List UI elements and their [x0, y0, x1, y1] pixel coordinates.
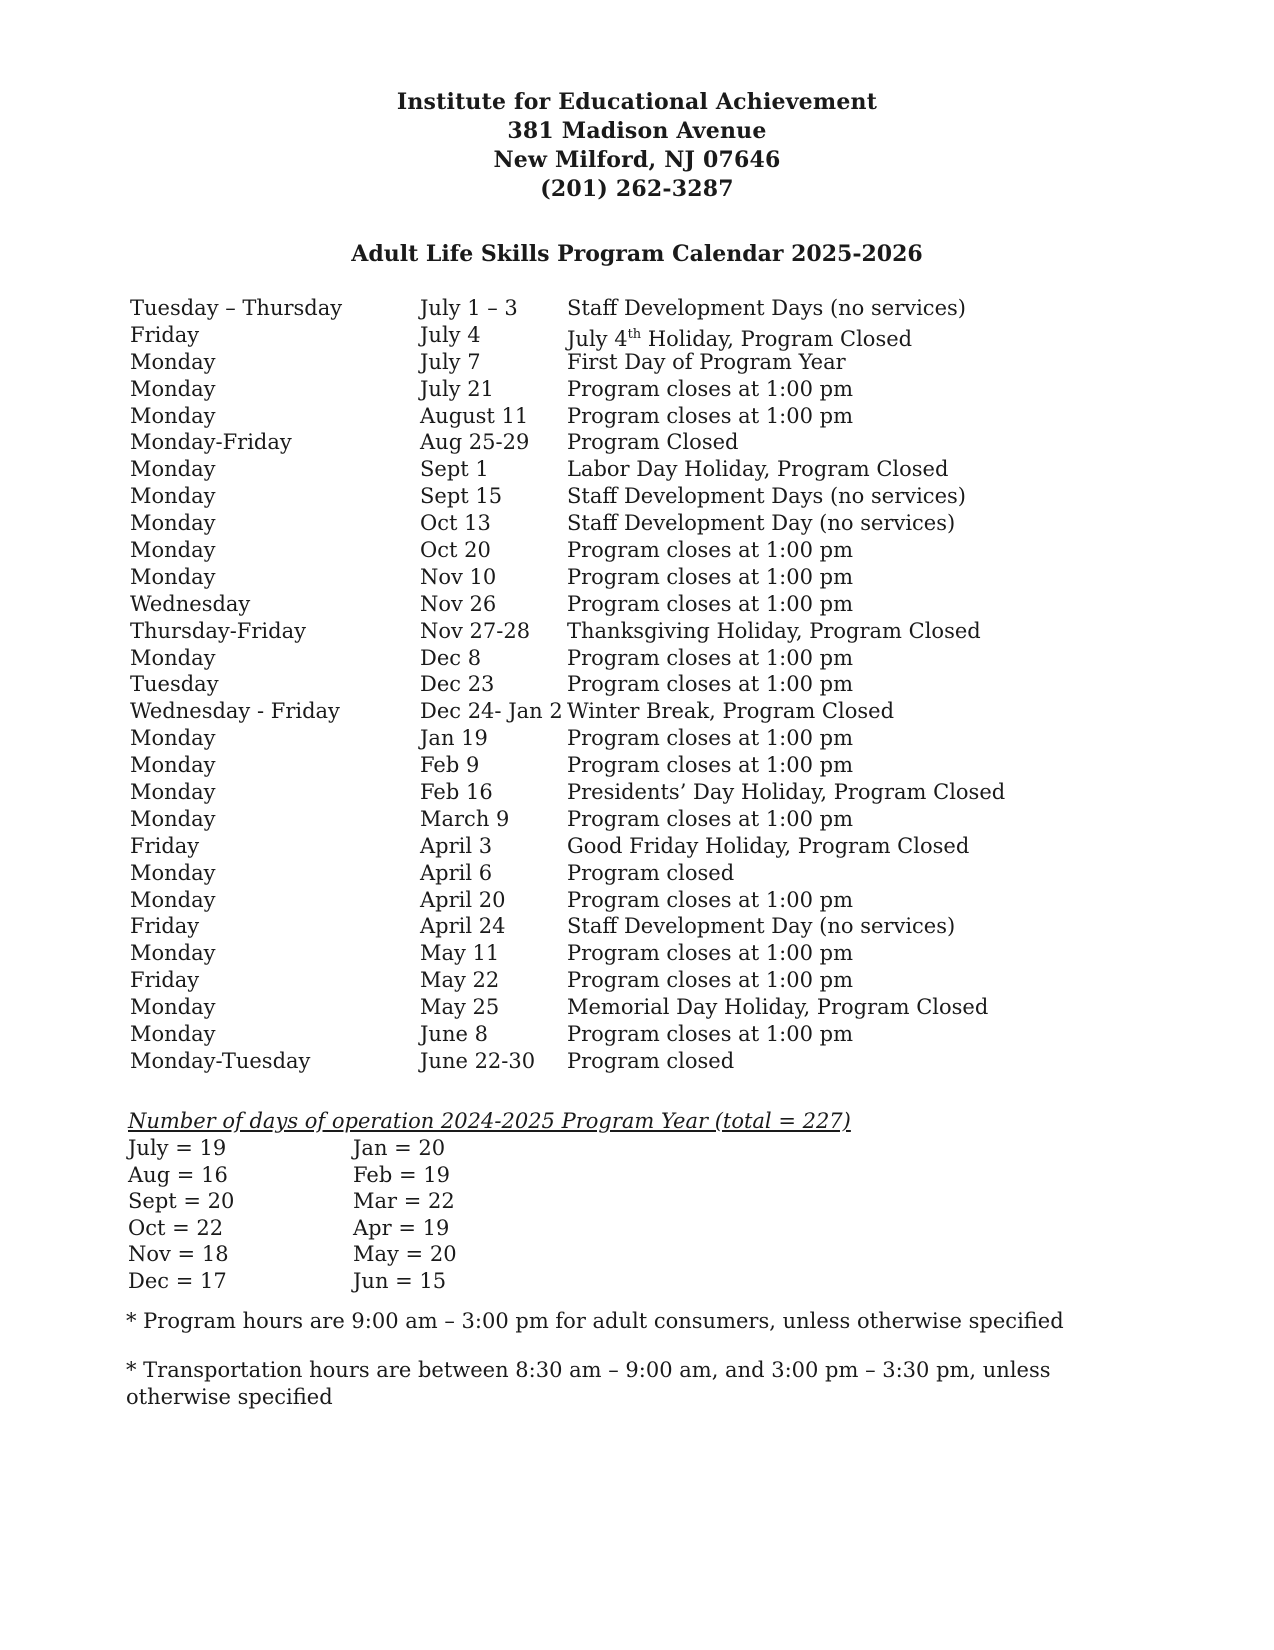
schedule-date: April 6	[420, 860, 493, 885]
schedule-row	[130, 1048, 1010, 1075]
schedule-row	[130, 698, 1010, 725]
schedule-date: May 22	[420, 968, 500, 993]
schedule-date: May 25	[420, 995, 500, 1020]
schedule-date: Feb 9	[420, 753, 480, 778]
schedule-row	[130, 349, 1010, 376]
address-line2: New Milford, NJ 07646	[493, 147, 781, 173]
schedule-row	[130, 403, 1010, 430]
schedule-date: April 24	[420, 914, 506, 939]
days-count-item: Aug = 16	[128, 1162, 228, 1187]
schedule-description: Program closes at 1:00 pm	[567, 591, 854, 616]
schedule-day: Monday	[130, 538, 216, 563]
schedule-description: Winter Break, Program Closed	[567, 699, 895, 724]
schedule-date: June 22-30	[420, 1048, 536, 1073]
schedule-date: July 1 – 3	[420, 296, 518, 320]
schedule-date: July 21	[420, 376, 494, 401]
schedule-day: Monday	[130, 376, 216, 401]
schedule-day: Friday	[130, 322, 200, 347]
schedule-description: Program closed	[567, 860, 735, 885]
schedule-table	[130, 295, 1010, 1075]
schedule-date: June 8	[420, 1022, 488, 1047]
letterhead	[0, 88, 1274, 204]
schedule-date: Oct 13	[420, 511, 491, 536]
phone-number: (201) 262-3287	[540, 176, 734, 202]
schedule-day: Friday	[130, 833, 200, 858]
days-of-operation	[128, 1108, 1028, 1293]
schedule-date: Jan 19	[420, 726, 488, 751]
schedule-description: Program closes at 1:00 pm	[567, 753, 854, 778]
schedule-row	[130, 591, 1010, 618]
days-count-item: Jan = 20	[353, 1136, 446, 1160]
schedule-row	[130, 618, 1010, 645]
schedule-row	[130, 510, 1010, 537]
schedule-row	[130, 967, 1010, 994]
schedule-day: Monday	[130, 726, 216, 751]
days-count-item: Feb = 19	[353, 1162, 450, 1187]
schedule-description: Presidents’ Day Holiday, Program Closed	[567, 780, 1006, 805]
note-transportation-hours: * Transportation hours are between 8:30 am – 9:00 am, and 3:00 pm – 3:30 pm, unless otherwise specified	[126, 1358, 1051, 1409]
schedule-description: Program closes at 1:00 pm	[567, 376, 854, 401]
schedule-row	[130, 940, 1010, 967]
schedule-day: Monday	[130, 1022, 216, 1047]
schedule-date: April 3	[420, 833, 493, 858]
schedule-date: April 20	[420, 887, 506, 912]
schedule-day: Monday	[130, 457, 216, 482]
schedule-row	[130, 456, 1010, 483]
schedule-row	[130, 564, 1010, 591]
schedule-day: Monday	[130, 753, 216, 778]
schedule-day: Monday	[130, 349, 216, 374]
schedule-row	[130, 295, 1010, 322]
schedule-day: Monday	[130, 941, 216, 966]
schedule-row	[130, 887, 1010, 914]
days-column-right	[353, 1135, 457, 1294]
schedule-description: Staff Development Days (no services)	[567, 296, 966, 320]
note-program-hours: * Program hours are 9:00 am – 3:00 pm for adult consumers, unless otherwise specified	[126, 1309, 1064, 1333]
schedule-row	[130, 860, 1010, 887]
schedule-date: July 4	[420, 322, 481, 347]
days-column-left	[128, 1135, 234, 1294]
schedule-row	[130, 376, 1010, 403]
schedule-row	[130, 322, 1010, 349]
schedule-day: Monday	[130, 995, 216, 1020]
schedule-date: July 7	[420, 349, 481, 374]
schedule-day: Monday	[130, 887, 216, 912]
schedule-day: Wednesday	[130, 591, 251, 616]
schedule-description: Program closes at 1:00 pm	[567, 941, 854, 966]
schedule-day: Monday	[130, 564, 216, 589]
schedule-description: Program closed	[567, 1048, 735, 1073]
days-count-item: Apr = 19	[353, 1215, 450, 1240]
schedule-date: Aug 25-29	[420, 430, 530, 455]
schedule-row	[130, 537, 1010, 564]
schedule-description: Good Friday Holiday, Program Closed	[567, 833, 970, 858]
schedule-description: Program closes at 1:00 pm	[567, 887, 854, 912]
schedule-description: Program closes at 1:00 pm	[567, 403, 854, 428]
schedule-date: May 11	[420, 941, 500, 966]
schedule-day: Thursday-Friday	[130, 618, 306, 643]
schedule-row	[130, 833, 1010, 860]
schedule-description: Program closes at 1:00 pm	[567, 1022, 854, 1047]
schedule-day: Monday	[130, 403, 216, 428]
schedule-day: Wednesday - Friday	[130, 699, 340, 724]
schedule-day: Monday-Friday	[130, 430, 292, 455]
schedule-date: Nov 27-28	[420, 618, 531, 643]
days-count-item: Sept = 20	[128, 1189, 235, 1213]
schedule-day: Tuesday	[130, 672, 219, 697]
schedule-row	[130, 779, 1010, 806]
schedule-date: Feb 16	[420, 780, 493, 805]
days-count-item: Jun = 15	[353, 1268, 447, 1293]
schedule-day: Monday	[130, 484, 216, 509]
schedule-date: Nov 10	[420, 564, 497, 589]
schedule-row	[130, 913, 1010, 940]
schedule-day: Monday	[130, 780, 216, 805]
schedule-row	[130, 994, 1010, 1021]
schedule-date: Sept 1	[420, 457, 489, 482]
days-of-operation-title: Number of days of operation 2024-2025 Program Year (total = 227)	[128, 1109, 851, 1133]
schedule-row	[130, 483, 1010, 510]
schedule-day: Monday-Tuesday	[130, 1048, 311, 1073]
schedule-description: Thanksgiving Holiday, Program Closed	[567, 618, 981, 643]
schedule-day: Tuesday – Thursday	[130, 296, 343, 320]
schedule-description: Program closes at 1:00 pm	[567, 968, 854, 993]
schedule-description: Staff Development Day (no services)	[567, 914, 956, 939]
schedule-date: August 11	[420, 403, 529, 428]
schedule-date: Dec 8	[420, 645, 482, 670]
schedule-day: Monday	[130, 645, 216, 670]
schedule-description: Staff Development Day (no services)	[567, 511, 956, 536]
schedule-row	[130, 725, 1010, 752]
schedule-description: Memorial Day Holiday, Program Closed	[567, 995, 989, 1020]
days-count-item: Oct = 22	[128, 1215, 224, 1240]
schedule-day: Monday	[130, 860, 216, 885]
days-count-item: Mar = 22	[353, 1189, 455, 1213]
schedule-row	[130, 429, 1010, 456]
schedule-day: Monday	[130, 511, 216, 536]
schedule-row	[130, 671, 1010, 698]
schedule-description: Program Closed	[567, 430, 739, 455]
schedule-description: Program closes at 1:00 pm	[567, 564, 854, 589]
notes	[126, 1308, 1086, 1433]
schedule-day: Monday	[130, 806, 216, 831]
schedule-row	[130, 1021, 1010, 1048]
schedule-day: Friday	[130, 968, 200, 993]
days-count-item: Dec = 17	[128, 1268, 227, 1293]
schedule-date: Sept 15	[420, 484, 503, 509]
schedule-description: Program closes at 1:00 pm	[567, 645, 854, 670]
schedule-description: Labor Day Holiday, Program Closed	[567, 457, 949, 482]
schedule-day: Friday	[130, 914, 200, 939]
schedule-row	[130, 752, 1010, 779]
schedule-description: July 4th Holiday, Program Closed	[567, 326, 913, 351]
page-title: Adult Life Skills Program Calendar 2025-2026	[351, 241, 923, 267]
address-line1: 381 Madison Avenue	[507, 118, 767, 144]
schedule-date: Dec 24- Jan 2	[420, 699, 563, 724]
schedule-description: Staff Development Days (no services)	[567, 484, 966, 509]
schedule-description: Program closes at 1:00 pm	[567, 672, 854, 697]
schedule-date: March 9	[420, 806, 510, 831]
schedule-date: Dec 23	[420, 672, 495, 697]
schedule-date: Oct 20	[420, 538, 491, 563]
schedule-date: Nov 26	[420, 591, 497, 616]
schedule-description: First Day of Program Year	[567, 349, 846, 374]
days-count-item: Nov = 18	[128, 1242, 229, 1266]
schedule-description: Program closes at 1:00 pm	[567, 806, 854, 831]
org-name: Institute for Educational Achievement	[396, 89, 878, 115]
days-count-item: May = 20	[353, 1242, 457, 1266]
schedule-description: Program closes at 1:00 pm	[567, 726, 854, 751]
schedule-description: Program closes at 1:00 pm	[567, 538, 854, 563]
days-count-item: July = 19	[128, 1136, 227, 1160]
schedule-row	[130, 645, 1010, 672]
schedule-row	[130, 806, 1010, 833]
ordinal-suffix: th	[627, 326, 642, 342]
